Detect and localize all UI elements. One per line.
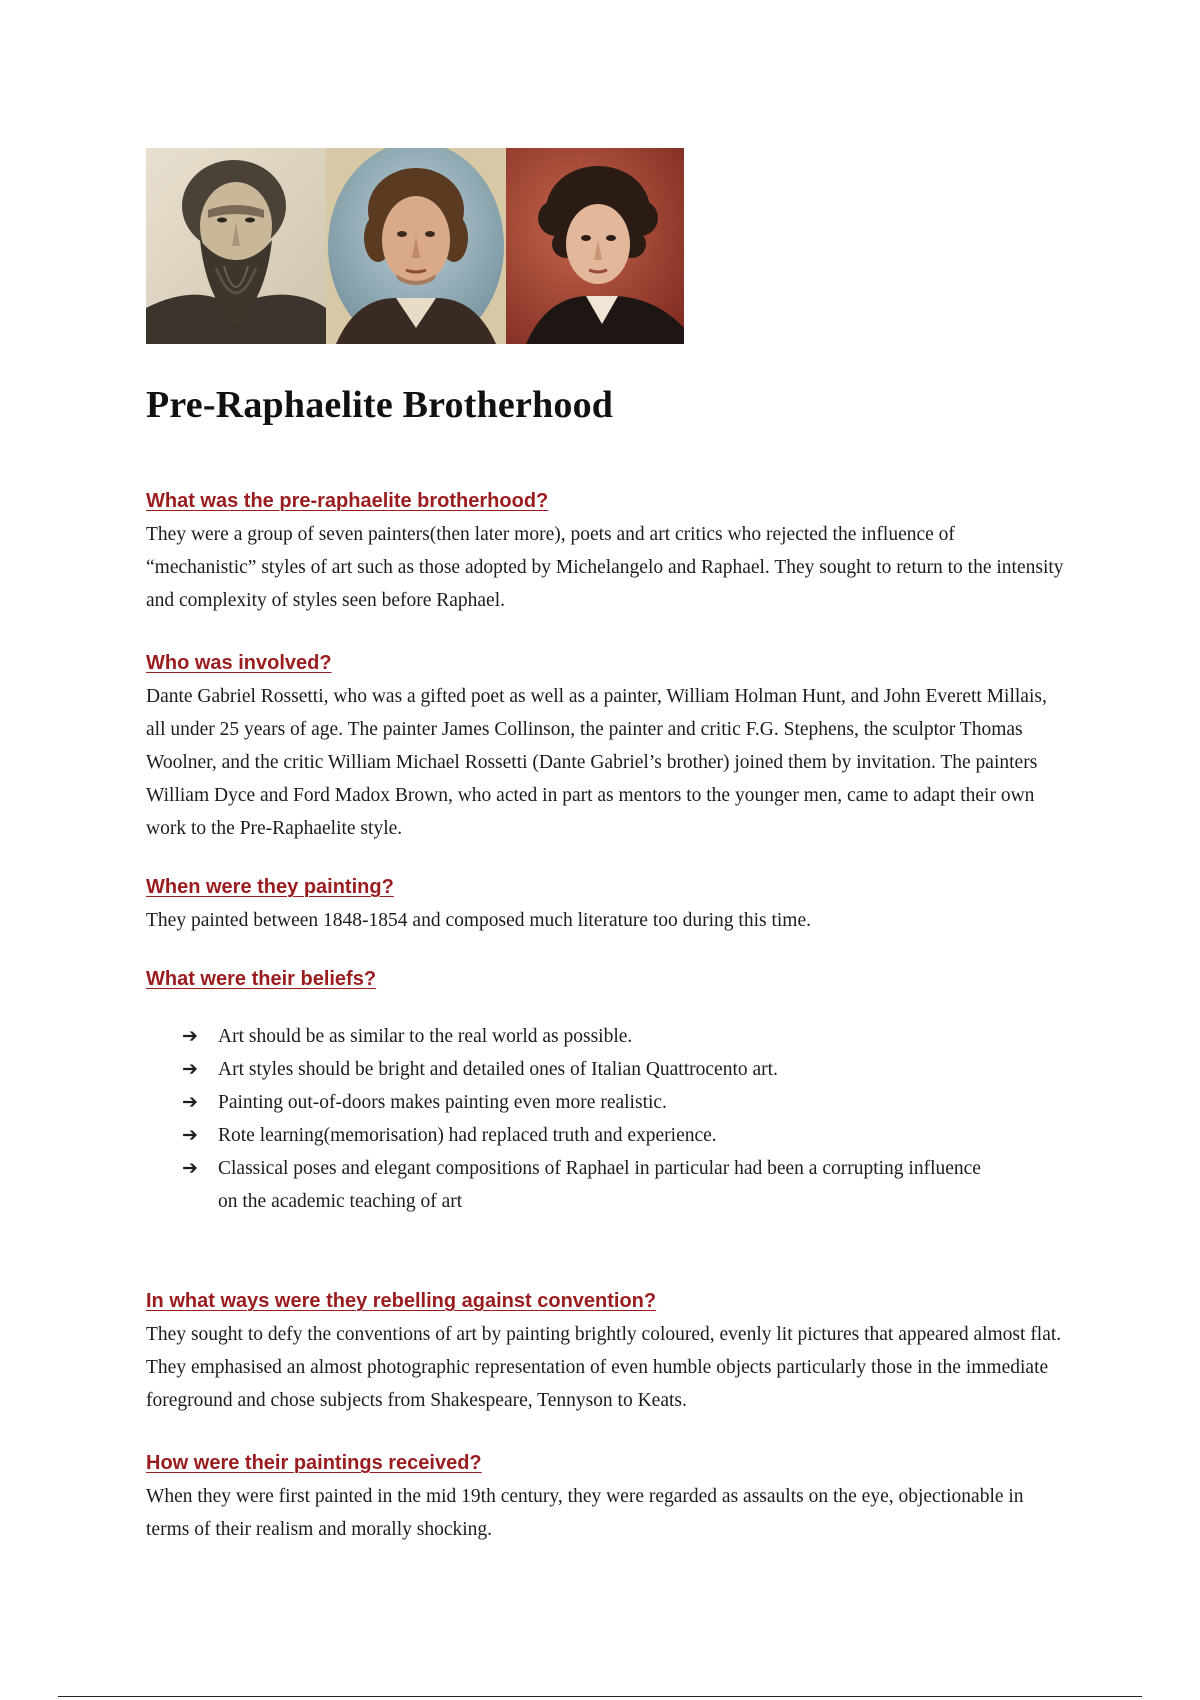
portrait-strip [146,148,684,344]
arrow-right-icon: ➔ [182,1157,198,1179]
list-item [146,1020,1066,1053]
section-body-received: When they were first painted in the mid 19th century, they were regarded as assaults on the eye, objectionable in terms of their realism and morally shocking. [146,1486,1024,1540]
belief-text: Art should be as similar to the real world as possible. [218,1026,633,1047]
page-title: Pre-Raphaelite Brotherhood [146,384,614,426]
list-item [146,1152,1066,1218]
list-item [146,1053,1066,1086]
section-heading-who: Who was involved? [146,652,332,674]
arrow-right-icon: ➔ [182,1025,198,1047]
section-rebelling [146,1288,1066,1417]
section-heading-rebelling: In what ways were they rebelling against convention? [146,1290,657,1312]
list-item [146,1119,1066,1152]
section-body-who: Dante Gabriel Rossetti, who was a gifted poet as well as a painter, William Holman Hunt, and John Everett Millais, all under 25 years of age. The painter James Collinson, the painter and critic F.G. Stephens, the sculptor Thomas Woolner, and the critic William Michael Rossetti (Dante Gabriel’s brother) joined them by invitation. The painters William Dyce and Ford Madox Brown, who acted in part as mentors to the younger men, came to adapt their own work to the Pre-Raphaelite style. [146,686,1047,839]
belief-text: Rote learning(memorisation) had replaced truth and experience. [218,1125,717,1146]
young-man-painted-portrait-icon [326,148,506,344]
section-body-when: They painted between 1848-1854 and composed much literature too during this time. [146,910,811,931]
section-received [146,1450,1066,1546]
arrow-right-icon: ➔ [182,1124,198,1146]
section-body-what: They were a group of seven painters(then later more), poets and art critics who rejected the influence of “mechanistic” styles of art such as those adopted by Michelangelo and Raphael. They sought to return to the intensity and complexity of styles seen before Raphael. [146,524,1064,611]
section-heading-received: How were their paintings received? [146,1452,482,1474]
section-when [146,874,1066,937]
belief-text: Painting out-of-doors makes painting even more realistic. [218,1092,667,1113]
section-who [146,650,1066,845]
section-heading-when: When were they painting? [146,876,394,898]
page-bottom-divider [58,1696,1142,1697]
list-item [146,1086,1066,1119]
section-heading-what: What was the pre-raphaelite brotherhood? [146,490,549,512]
section-beliefs [146,966,1066,1218]
section-body-rebelling: They sought to defy the conventions of art by painting brightly coloured, evenly lit pictures that appeared almost flat. They emphasised an almost photographic representation of even humble objects particularly those in the immediate foreground and chose subjects from Shakespeare, Tennyson to Keats. [146,1324,1062,1411]
arrow-right-icon: ➔ [182,1091,198,1113]
section-what [146,488,1066,617]
curly-haired-man-portrait-icon [506,148,684,344]
beliefs-list [146,1020,1066,1218]
belief-text: Art styles should be bright and detailed ones of Italian Quattrocento art. [218,1059,778,1080]
bearded-man-portrait-icon [146,148,326,344]
section-heading-beliefs: What were their beliefs? [146,968,377,990]
belief-text: Classical poses and elegant compositions of Raphael in particular had been a corrupting influence on the academic teaching of art [218,1158,981,1212]
arrow-right-icon: ➔ [182,1058,198,1080]
